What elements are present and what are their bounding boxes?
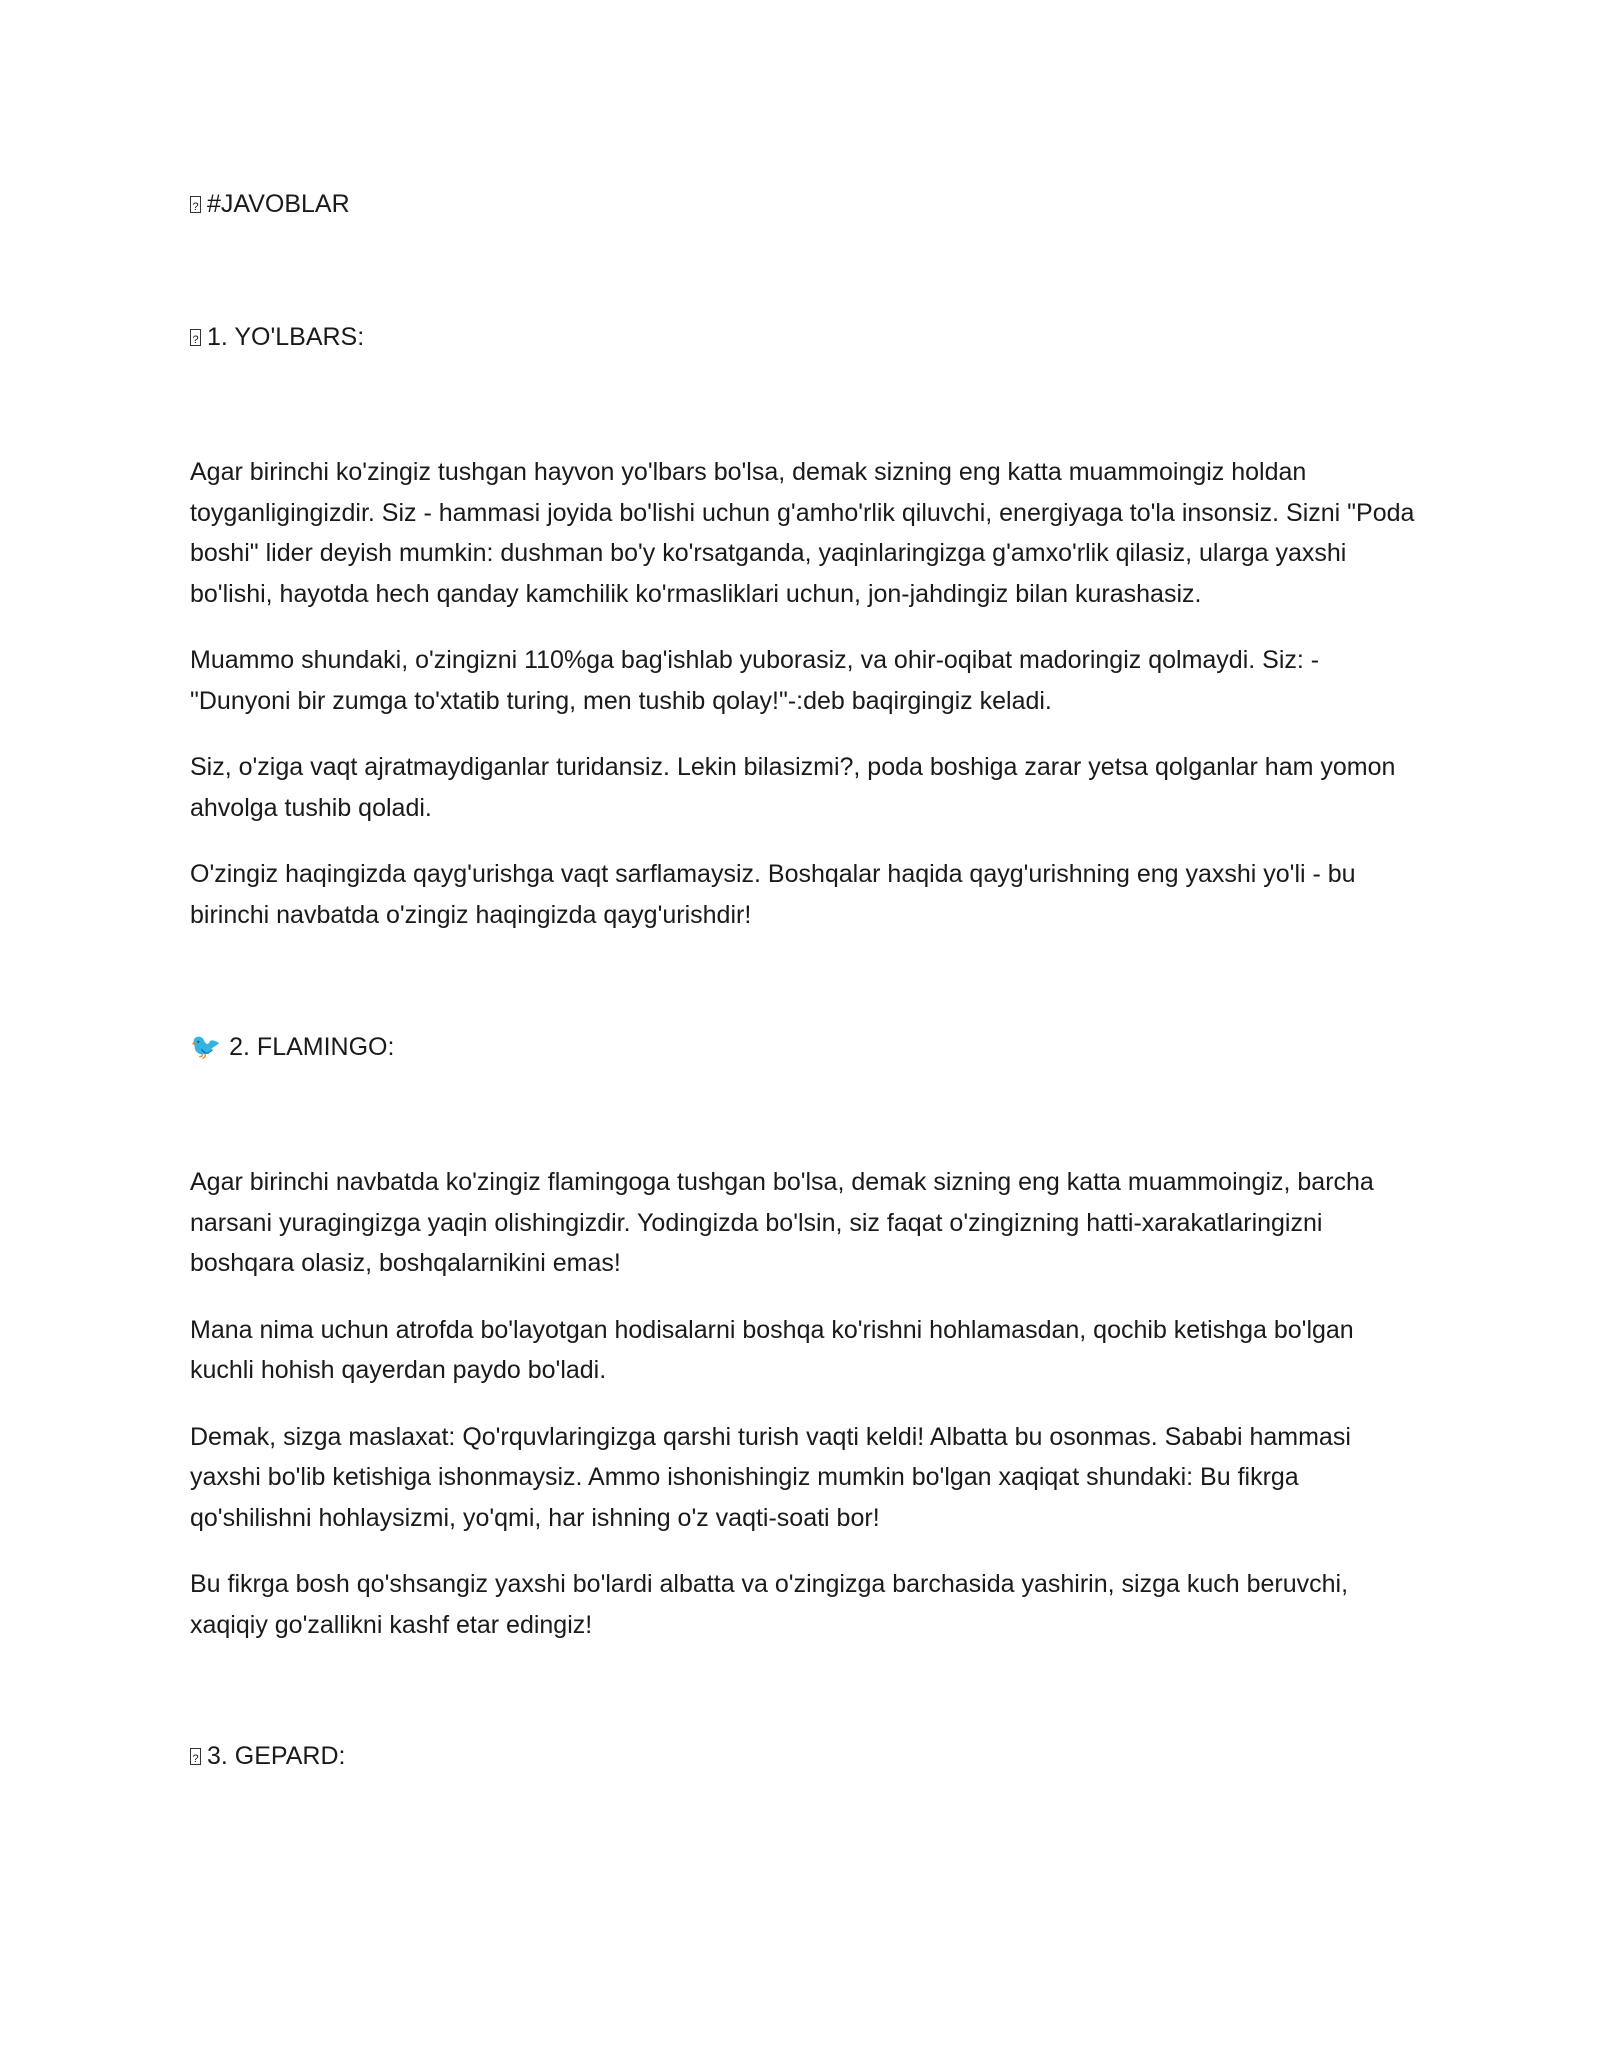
paragraph: Bu fikrga bosh qo'shsangiz yaxshi bo'lardi albatta va o'zingizga barchasida yashirin, sizga kuch beruvchi, xaqiqiy go'zallikni kashf etar edingiz! (190, 1570, 1349, 1639)
paragraph: Mana nima uchun atrofda bo'layotgan hodisalarni boshqa ko'rishni hohlamasdan, qochib ketishga bo'lgan kuchli hohish qayerdan paydo bo'ladi. (190, 1315, 1354, 1384)
section-heading-text: 2. FLAMINGO: (229, 1033, 395, 1061)
section-heading-flamingo (190, 1031, 394, 1063)
section-heading-yolbars (190, 321, 364, 353)
section-body-yolbars (190, 452, 1420, 961)
section-heading-text: 3. GEPARD: (207, 1742, 346, 1770)
document-title-text: #JAVOBLAR (207, 190, 350, 218)
paragraph: O'zingiz haqingizda qayg'urishga vaqt sarflamaysiz. Boshqalar haqida qayg'urishning eng yaxshi yo'li - bu birinchi navbatda o'zingiz haqingizda qayg'urishdir! (190, 860, 1356, 929)
paragraph: Demak, sizga maslaxat: Qo'rquvlaringizga qarshi turish vaqti keldi! Albatta bu osonmas. Sababi hammasi yaxshi bo'lib ketishiga ishonmaysiz. Ammo ishonishingiz mumkin bo'lgan xaqiqat shundaki: Bu fikrga qo'shilishni hohlaysizmi, yo'qmi, har ishning o'z vaqti-soati bor! (190, 1422, 1351, 1532)
paragraph: Muammo shundaki, o'zingizni 110%ga bag'ishlab yuborasiz, va ohir-oqibat madoringiz qolmaydi. Siz: - "Dunyoni bir zumga to'xtatib turing, men tushib qolay!"-:deb baqirgingiz keladi. (190, 646, 1320, 715)
missing-glyph-icon (190, 329, 201, 346)
section-body-flamingo (190, 1162, 1420, 1671)
paragraph: Siz, o'ziga vaqt ajratmaydiganlar turidansiz. Lekin bilasizmi?, poda boshiga zarar yetsa qolganlar ham yomon ahvolga tushib qoladi. (190, 753, 1396, 822)
missing-glyph-icon (190, 196, 201, 213)
document-title (190, 188, 350, 220)
paragraph: Agar birinchi ko'zingiz tushgan hayvon yo'lbars bo'lsa, demak sizning eng katta muammoingiz holdan toyganligingizdir. Siz - hammasi joyida bo'lishi uchun g'amho'rlik qiluvchi, energiyaga to'la insonsiz. Sizni "Poda boshi" lider deyish mumkin: dushman bo'y ko'rsatganda, yaqinlaringizga g'amxo'rlik qilasiz, ularga yaxshi bo'lishi, hayotda hech qanday kamchilik ko'rmasliklari uchun, jon-jahdingiz bilan kurashasiz. (190, 458, 1415, 608)
bird-icon: 🐦 (190, 1033, 222, 1061)
section-heading-gepard (190, 1740, 345, 1772)
section-heading-text: 1. YO'LBARS: (207, 323, 365, 351)
missing-glyph-icon (190, 1748, 201, 1765)
paragraph: Agar birinchi navbatda ko'zingiz flamingoga tushgan bo'lsa, demak sizning eng katta muammoingiz, barcha narsani yuragingizga yaqin olishingizdir. Yodingizda bo'lsin, siz faqat o'zingizning hatti-xarakatlaringizni boshqara olasiz, boshqalarnikini emas! (190, 1168, 1374, 1277)
